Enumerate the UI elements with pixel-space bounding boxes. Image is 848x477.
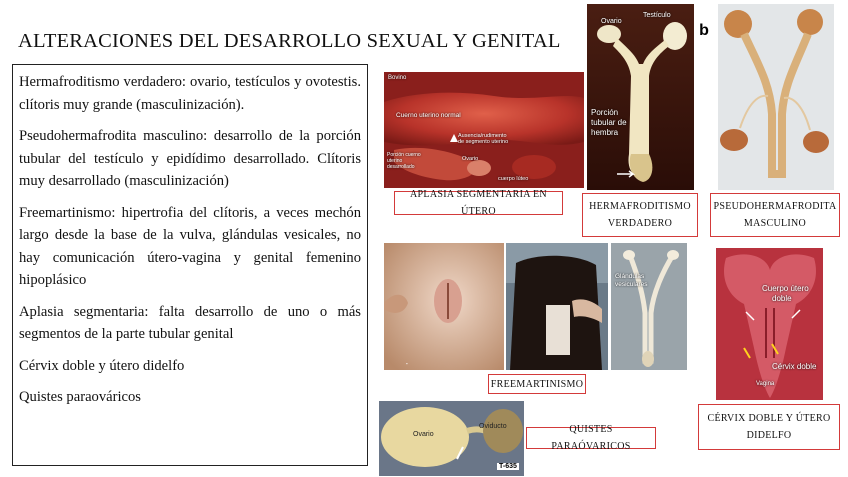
paragraph-pseudohermafrodita: Pseudohermafrodita masculino: desarrollo de la porción tubular del testículo y epidídimo desarrollado. Clítoris muy desarrollado (masculinización) <box>19 128 361 189</box>
photo-label-glandulas-2: vesiculares <box>615 281 648 288</box>
photo-label-glandulas-1: Glándulas <box>615 273 645 280</box>
photo-label-tubular-3: hembra <box>591 128 619 137</box>
photo-label-cuerpo-doble-1: Cuerpo útero <box>762 284 809 293</box>
paragraph-aplasia: Aplasia segmentaria: falta desarrollo de uno o más segmentos de la parte tubular genital <box>19 303 361 342</box>
photo-label-testiculo: Testículo <box>643 12 671 19</box>
photo-label-cuerpo-luteo: cuerpo lúteo <box>498 176 529 182</box>
photo-label-porcion-1: Porción cuerno <box>387 152 421 158</box>
photo-label-cuerpo-doble-2: doble <box>772 294 792 303</box>
label-quistes: QUISTES PARAÓVARICOS <box>526 427 656 449</box>
photo-pseudohermafrodita <box>699 4 834 190</box>
slide-title: ALTERACIONES DEL DESARROLLO SEXUAL Y GENITAL <box>18 30 561 52</box>
photo-label-vagina: Vagina <box>756 381 775 387</box>
photo-label-tubular-1: Porción <box>591 108 619 117</box>
label-hermafroditismo: HERMAFRODITISMO VERDADERO <box>582 193 698 237</box>
photo-freemartinismo-vulva: ▪ <box>384 243 504 370</box>
label-aplasia: APLASIA SEGMENTARIA EN ÚTERO <box>394 191 563 215</box>
photo-label-bovino: Bovino <box>388 75 407 81</box>
photo-hermafroditismo <box>587 4 694 190</box>
label-freemartinismo: FREEMARTINISMO <box>488 374 586 394</box>
photo-label-cuerno-normal: Cuerno uterino normal <box>396 112 461 119</box>
photo-quistes <box>379 401 524 476</box>
photo-label-ovario: Ovario <box>462 156 479 162</box>
photo-label-oviducto: Oviducto <box>479 423 507 430</box>
photo-freemartinismo-glandulas <box>611 243 687 370</box>
photo-cervix-doble <box>716 248 823 400</box>
label-cervix-doble: CÉRVIX DOBLE Y ÚTERO DIDELFO <box>698 404 840 450</box>
badge-b: b <box>694 21 714 41</box>
photo-label-tubular-2: tubular de <box>591 118 627 127</box>
photo-label-ausencia-1: Ausencia/rudimento <box>458 133 507 139</box>
photo-label-porcion-3: desarrollado <box>387 164 415 170</box>
photo-label-porcion-2: uterino <box>387 158 403 164</box>
photo-freemartinismo-cow <box>506 243 608 370</box>
paragraph-quistes: Quistes paraováricos <box>19 389 141 405</box>
photo-label-ausencia-2: de segmento uterino <box>458 139 509 145</box>
photo-label-cervix-doble: Cérvix doble <box>772 362 817 371</box>
photo-aplasia-uterus <box>384 72 584 188</box>
label-pseudohermafrodita: PSEUDOHERMAFRODITA MASCULINO <box>710 193 840 237</box>
text-panel <box>12 64 368 466</box>
photo-label-ovario: Ovario <box>601 18 622 25</box>
paragraph-cervix: Cérvix doble y útero didelfo <box>19 357 185 374</box>
paragraph-hermafroditismo: Hermafroditismo verdadero: ovario, testículos y ovotestis. clítoris muy grande (masculinización). <box>19 74 361 113</box>
photo-label-ovario: Ovario <box>413 431 434 438</box>
photo-label-t635: T-635 <box>499 463 517 470</box>
paragraph-freemartinismo: Freemartinismo: hipertrofia del clítoris, a veces mechón largo desde la base de la vulva, glándulas vesicales, no hay comunicación útero-vagina y genital femenino hipoplásico <box>19 204 361 288</box>
